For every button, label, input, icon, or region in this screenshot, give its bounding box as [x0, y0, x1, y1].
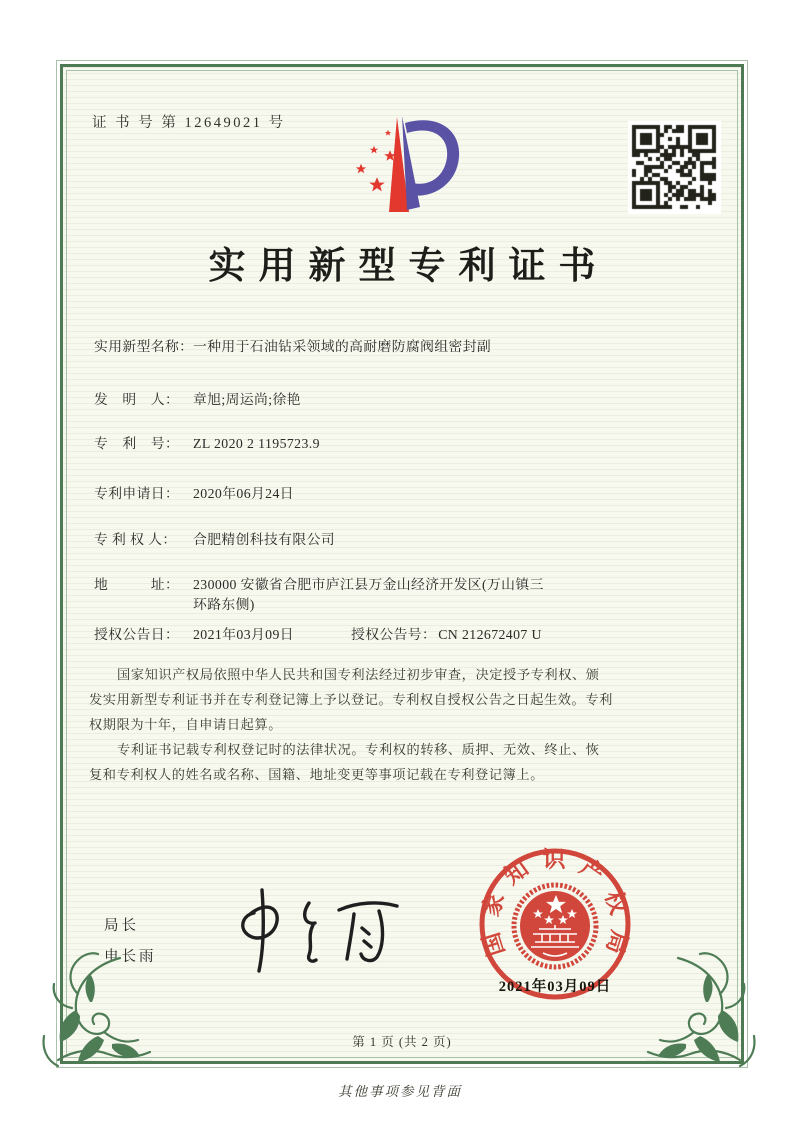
logo-stars	[356, 130, 396, 192]
field-label: 地 址：	[94, 577, 180, 592]
field-row-grant	[94, 623, 542, 643]
field-row-name	[94, 335, 491, 355]
field-label: 专利申请日：	[94, 486, 180, 501]
field-label: 实用新型名称：	[94, 339, 194, 354]
national-emblem	[514, 885, 596, 967]
legal-text	[89, 662, 613, 787]
field-value: 2021年03月09日	[193, 627, 294, 642]
director-title: 局长	[104, 918, 139, 934]
certificate-title: 实用新型专利证书	[208, 246, 609, 287]
legal-paragraph-2: 专利证书记载专利权登记时的法律状况。专利权的转移、质押、无效、终止、恢复和专利权人的姓名或名称、国籍、地址变更等事项记载在专利登记簿上。	[89, 742, 600, 782]
director-name: 申长雨	[104, 949, 157, 965]
field-value: 合肥精创科技有限公司	[193, 532, 335, 547]
certificate-number: 证 书 号 第 12649021 号	[92, 115, 286, 131]
field-row-patent-no	[94, 432, 320, 452]
field-row-filing-date	[94, 482, 294, 502]
legal-paragraph-1: 国家知识产权局依照中华人民共和国专利法经过初步审查，决定授予专利权、颁发实用新型专利证书并在专利登记簿上予以登记。专利权自授权公告之日起生效。专利权期限为十年，自申请日起算。	[89, 667, 613, 732]
corner-flourish-bottom-left	[34, 944, 152, 1080]
field-value: 章旭;周运尚;徐艳	[193, 392, 301, 407]
field-grant-number	[351, 623, 542, 643]
field-label: 专 利 权 人：	[94, 532, 177, 547]
back-side-note: 其他事项参见背面	[338, 1084, 462, 1099]
seal-date: 2021年03月09日	[498, 979, 612, 995]
field-label: 授权公告日：	[94, 627, 180, 642]
corner-flourish-bottom-right	[646, 944, 764, 1080]
field-label: 授权公告号：	[351, 627, 437, 642]
page-number: 第 1 页 (共 2 页)	[352, 1035, 452, 1049]
field-value: 2020年06月24日	[193, 486, 294, 501]
shen-changyu-signature	[221, 883, 411, 978]
field-value-line2: 环路东侧)	[193, 597, 255, 612]
field-label: 发 明 人：	[94, 392, 180, 407]
field-row-address	[94, 573, 544, 616]
cnipa-patent-logo	[341, 115, 461, 215]
field-label: 专 利 号：	[94, 436, 180, 451]
field-value: CN 212672407 U	[438, 627, 542, 642]
field-value: 230000 安徽省合肥市庐江县万金山经济开发区(万山镇三	[193, 577, 544, 592]
certificate-content	[63, 67, 741, 1061]
seal-text: 国家知识产权局	[477, 847, 633, 959]
field-row-patentee	[94, 528, 335, 548]
field-row-inventor	[94, 388, 301, 408]
qr-code	[628, 121, 721, 214]
certificate-border-frame	[60, 64, 744, 1064]
field-value: 一种用于石油钻采领域的高耐磨防腐阀组密封副	[193, 339, 492, 354]
field-value: ZL 2020 2 1195723.9	[193, 436, 320, 451]
